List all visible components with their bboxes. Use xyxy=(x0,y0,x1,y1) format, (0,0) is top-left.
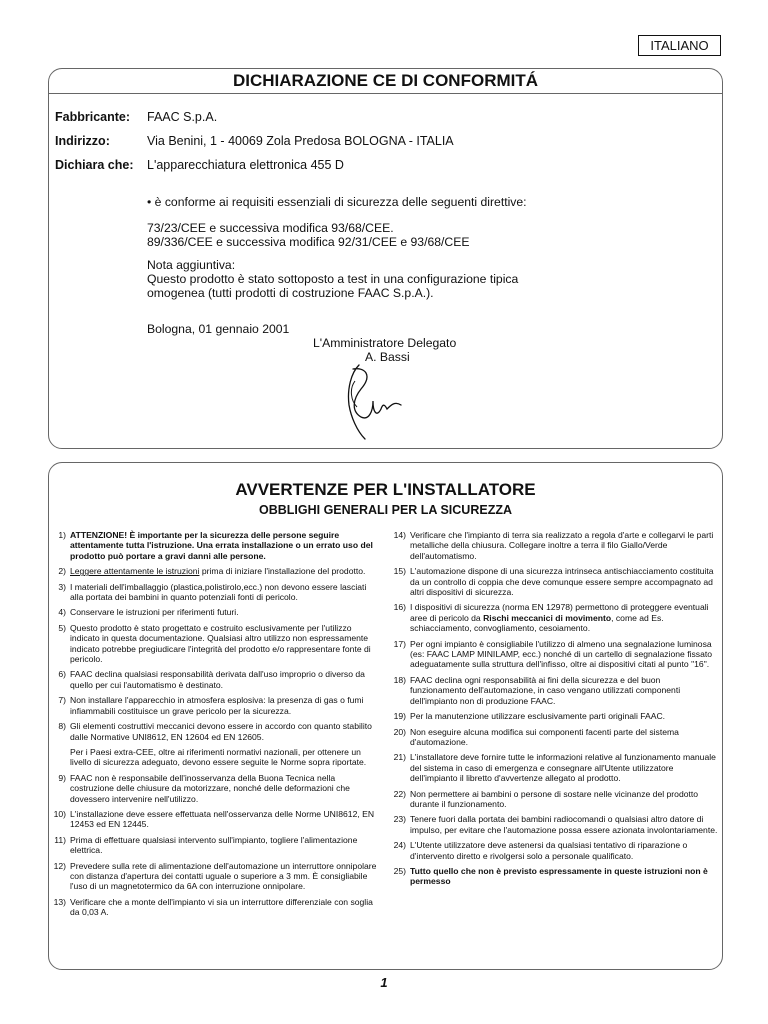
warning-number: 17) xyxy=(393,638,406,649)
warning-item xyxy=(49,530,379,561)
warning-text: Prima di effettuare qualsiasi intervento sull'impianto, togliere l'alimentazione elettrica. xyxy=(70,834,358,856)
warning-item xyxy=(389,866,719,887)
signer-name: A. Bassi xyxy=(365,350,410,364)
page-number: 1 xyxy=(380,975,388,990)
warning-text: I materiali dell'imballaggio (plastica,polistirolo,ecc.) non devono essere lasciati alla portata dei bambini in quanto potenziali fonti di pericolo. xyxy=(70,581,367,603)
warning-text: FAAC declina qualsiasi responsabilità derivata dall'uso improprio o diverso da quello per cui l'automatismo è destinato. xyxy=(70,669,365,690)
warning-text: Leggere attentamente le istruzioni prima di iniziare l'installazione del prodotto. xyxy=(70,566,366,577)
warning-number: 7) xyxy=(58,695,66,706)
warning-number: 20) xyxy=(393,726,406,737)
signer-role: L'Amministratore Delegato xyxy=(313,336,457,350)
note-line-2: omogenea (tutti prodotti di costruzione FAAC S.p.A.). xyxy=(147,286,434,300)
warning-number: 9) xyxy=(58,772,66,783)
warning-text: L'installazione deve essere effettuata nell'osservanza delle Norme UNI8612, EN 12453 ed EN 12445. xyxy=(70,808,375,830)
warning-text: I dispositivi di sicurezza (norma EN 12978) permettono di proteggere eventuali aree di pericolo da Rischi meccanici di movimento, come ad Es. schiacciamento, convogliamento, cesoiamento. xyxy=(410,602,709,634)
warning-text: ATTENZIONE! È importante per la sicurezza delle persone seguire attentamente tutta l'istruzione. Una errata installazione o un errato uso del prodotto può portare a gravi danni alle persone. xyxy=(70,530,373,561)
warning-text: FAAC declina ogni responsabilità ai fini della sicurezza e del buon funzionamento dell'automazione, in caso vengano utilizzati componenti dell'impianto non di produzione FAAC. xyxy=(410,674,681,706)
warning-extra-text: Per i Paesi extra-CEE, oltre ai riferimenti normativi nazionali, per ottenere un livello di sicurezza adeguato, devono essere seguite le Norme sopra riportate. xyxy=(70,746,367,768)
warning-item xyxy=(389,566,719,597)
warning-item xyxy=(389,840,719,861)
warnings-right-column xyxy=(389,530,719,892)
warnings-subtitle: OBBLIGHI GENERALI PER LA SICUREZZA xyxy=(258,503,512,517)
warning-number: 24) xyxy=(393,840,406,851)
warning-item xyxy=(49,809,379,830)
warning-number: 19) xyxy=(393,711,406,722)
warning-number: 14) xyxy=(393,530,406,540)
warning-number: 3) xyxy=(58,581,66,592)
warning-text: Non installare l'apparecchio in atmosfera esplosiva: la presenza di gas o fumi infiammabili costituisce un grave pericolo per la sicurezza. xyxy=(70,695,364,716)
warning-item xyxy=(389,675,719,706)
warning-item xyxy=(389,711,719,721)
warning-number: 11) xyxy=(54,834,66,845)
address-value: Via Benini, 1 - 40069 Zola Predosa BOLOGNA - ITALIA xyxy=(147,134,454,148)
warning-item xyxy=(49,861,379,892)
warning-item xyxy=(49,623,379,665)
warning-text: L'automazione dispone di una sicurezza intrinseca antischiacciamento costituita da un controllo di coppia che deve comunque essere sempre accompagnato ad altri dispositivi di sicurezza. xyxy=(410,566,714,598)
warning-text: Non permettere ai bambini o persone di sostare nelle vicinanze del prodotto durante il funzionamento. xyxy=(410,788,699,809)
declaration-title: DICHIARAZIONE CE DI CONFORMITÁ xyxy=(232,71,539,90)
warning-text: Per ogni impianto è consigliabile l'utilizzo di almeno una segnalazione luminosa (es: FAAC LAMP MINILAMP, ecc.) nonché di un cartello di segnalazione fissato adeguatamente sulla struttura dell'infisso, oltre ai dispositivi citati al punto "16". xyxy=(410,638,713,670)
warning-text: Verificare che l'impianto di terra sia realizzato a regola d'arte e collegarvi le parti metalliche della chiusura. Collegare inoltre a terra il filo Giallo/Verde dell'automatismo. xyxy=(410,530,714,561)
directive-1: 73/23/CEE e successiva modifica 93/68/CEE. xyxy=(147,221,394,235)
declares-value: L'apparecchiatura elettronica 455 D xyxy=(147,158,344,172)
warning-item xyxy=(389,752,719,783)
declares-label: Dichiara che: xyxy=(55,158,134,172)
title-divider xyxy=(49,93,722,94)
warning-item xyxy=(389,639,719,670)
warning-underlined-text: Leggere attentamente le istruzioni xyxy=(70,566,200,577)
warning-number: 25) xyxy=(393,865,406,876)
language-tag: ITALIANO xyxy=(638,35,721,56)
warning-number: 22) xyxy=(393,788,406,799)
warning-item xyxy=(49,566,379,576)
warning-bold-text: Rischi meccanici di movimento xyxy=(483,612,612,623)
installer-warnings-box xyxy=(48,462,723,970)
warning-text: L'Utente utilizzatore deve astenersi da qualsiasi tentativo di riparazione o d'intervento diretto e rivolgersi solo a personale qualificato. xyxy=(410,840,688,861)
warning-item xyxy=(389,530,719,561)
warning-item xyxy=(49,835,379,856)
warning-number: 12) xyxy=(53,860,66,871)
place-date: Bologna, 01 gennaio 2001 xyxy=(147,322,290,336)
warning-number: 5) xyxy=(58,622,66,633)
warning-item xyxy=(49,897,379,918)
warning-number: 10) xyxy=(53,808,66,819)
warning-item xyxy=(49,669,379,690)
warning-item xyxy=(49,773,379,804)
warning-number: 13) xyxy=(53,896,66,907)
warning-text: Questo prodotto è stato progettato e costruito esclusivamente per l'utilizzo indicato in questa documentazione. Qualsiasi altro utilizzo non espressamente indicato potrebbe pregiudicare l'integrità del prodotto e/o rappresentare fonte di pericolo. xyxy=(70,622,371,665)
address-label: Indirizzo: xyxy=(55,134,110,148)
warning-item xyxy=(49,582,379,603)
warning-item xyxy=(49,607,379,617)
warning-text: L'installatore deve fornire tutte le informazioni relative al funzionamento manuale del sistema in caso di emergenza e consegnare all'Utente utilizzatore dell'impianto il libretto d'avvertenze allegato al prodotto. xyxy=(410,752,716,784)
note-line-1: Questo prodotto è stato sottoposto a test in una configurazione tipica xyxy=(147,272,519,286)
warning-item xyxy=(49,695,379,716)
warning-text: Per la manutenzione utilizzare esclusivamente parti originali FAAC. xyxy=(410,711,666,722)
warning-text: Tutto quello che non è previsto espressamente in queste istruzioni non è permesso xyxy=(410,865,708,887)
warning-number: 23) xyxy=(393,814,406,825)
warning-item xyxy=(389,727,719,748)
warning-text: Gli elementi costruttivi meccanici devono essere in accordo con quanto stabilito dalle Normative UNI8612, EN 12604 ed EN 12605. Per i Paesi extra-CEE, oltre ai riferimenti normativi nazionali, per ottenere un livello di sicurezza adeguato, devono essere seguite le Norme sopra riportate. xyxy=(70,721,379,768)
warning-item xyxy=(49,721,379,768)
warning-text: Non eseguire alcuna modifica sui componenti facenti parte del sistema d'automazione. xyxy=(410,726,679,747)
warning-number: 16) xyxy=(393,602,406,613)
warning-item xyxy=(389,789,719,810)
manufacturer-label: Fabbricante: xyxy=(55,110,131,124)
warning-item xyxy=(389,602,719,633)
warning-number: 6) xyxy=(58,669,66,680)
warning-number: 1) xyxy=(58,530,66,540)
warnings-left-column xyxy=(49,530,379,923)
warning-text: FAAC non è responsabile dell'inosservanza della Buona Tecnica nella costruzione delle chiusure da motorizzare, nonché delle deformazioni che dovessero intervenire nell'utilizzo. xyxy=(70,772,350,804)
warning-text: Conservare le istruzioni per riferimenti futuri. xyxy=(70,607,239,618)
warning-item xyxy=(389,814,719,835)
warning-number: 2) xyxy=(58,566,66,577)
note-label: Nota aggiuntiva: xyxy=(147,258,236,272)
warning-number: 8) xyxy=(58,721,66,732)
warning-text: Prevedere sulla rete di alimentazione dell'automazione un interruttore onnipolare con distanza d'apertura dei contatti uguale o superiore a 3 mm. È consigliabile l'uso di un magnetotermico da 6A con interruzione onnipolare. xyxy=(70,860,377,892)
warning-text: Verificare che a monte dell'impianto vi sia un interruttore differenziale con soglia da 0,03 A. xyxy=(70,896,373,918)
conformity-line: • è conforme ai requisiti essenziali di sicurezza delle seguenti direttive: xyxy=(147,195,527,209)
warning-number: 21) xyxy=(393,752,406,763)
warnings-title: AVVERTENZE PER L'INSTALLATORE xyxy=(235,480,536,499)
manufacturer-value: FAAC S.p.A. xyxy=(147,110,218,124)
warning-text: Tenere fuori dalla portata dei bambini radiocomandi o qualsiasi altro datore di impulso, per evitare che l'automazione possa essere azionata involontariamente. xyxy=(410,814,718,835)
warning-number: 15) xyxy=(393,566,406,577)
warning-number: 18) xyxy=(393,674,406,685)
ce-declaration-box xyxy=(48,68,723,449)
signature-image xyxy=(339,359,409,444)
warning-number: 4) xyxy=(58,607,66,618)
directive-2: 89/336/CEE e successiva modifica 92/31/CEE e 93/68/CEE xyxy=(147,235,470,249)
